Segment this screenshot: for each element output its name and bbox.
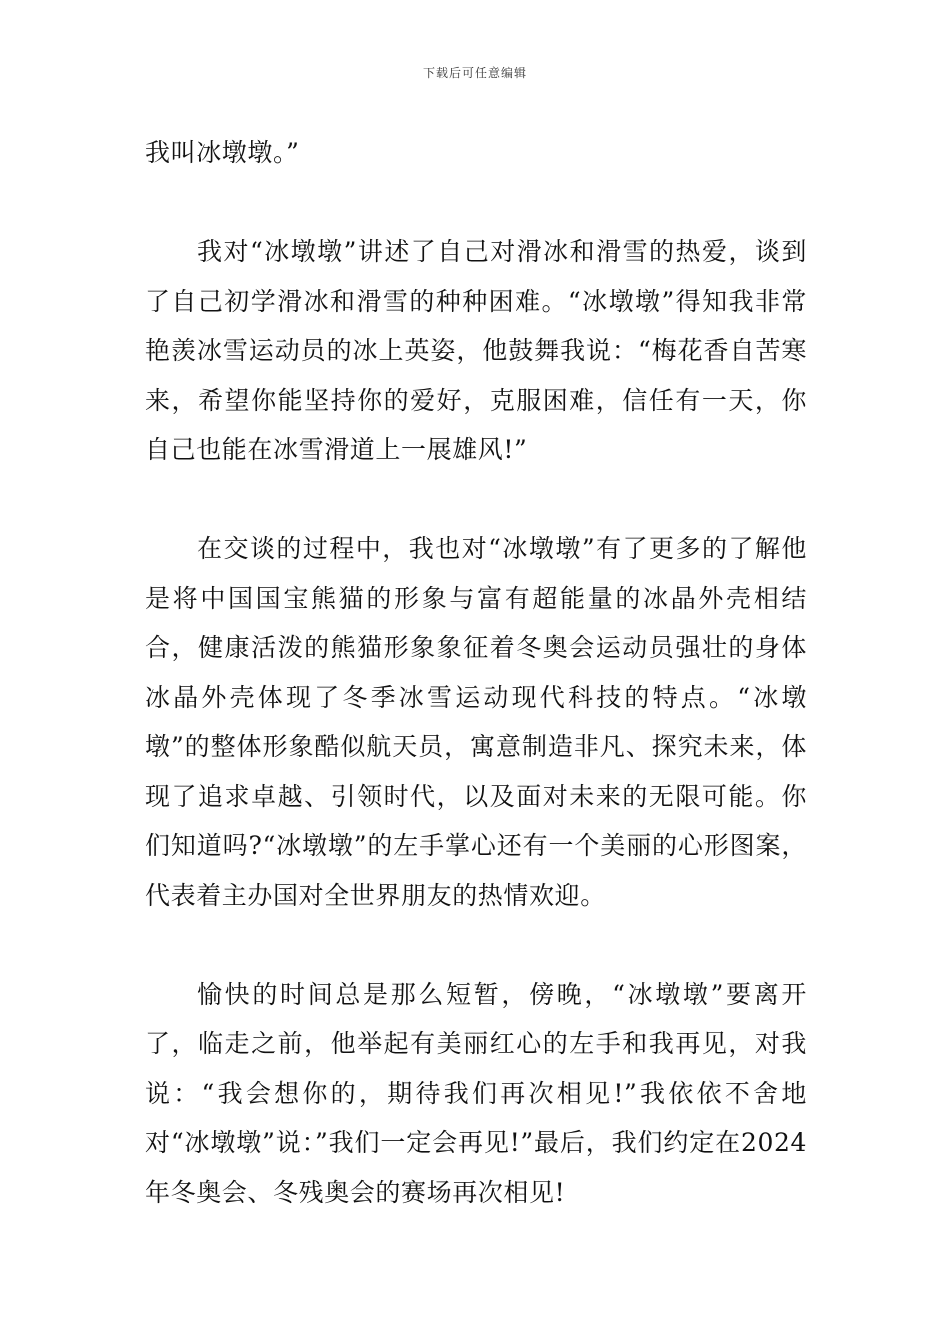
paragraph-2: 我对“冰墩墩”讲述了自己对滑冰和滑雪的热爱，谈到了自己初学滑冰和滑雪的种种困难。“冰墩墩”得知我非常艳羡冰雪运动员的冰上英姿，他鼓舞我说：“梅花香自苦寒来，希望你能坚持你的爱好，克服困难，信任有一天，你自己也能在冰雪滑道上一展雄风!”	[145, 237, 807, 464]
paragraph-gap	[145, 178, 807, 228]
paragraph-gap	[145, 920, 807, 970]
document-body	[145, 128, 807, 1217]
paragraph-4: 愉快的时间总是那么短暂，傍晚，“冰墩墩”要离开了，临走之前，他举起有美丽红心的左手和我再见，对我说：“我会想你的，期待我们再次相见!”我依依不舍地对“冰墩墩”说：”我们一定会再见!”最后，我们约定在2024年冬奥会、冬残奥会的赛场再次相见!	[145, 979, 807, 1207]
paragraph-3: 在交谈的过程中，我也对“冰墩墩”有了更多的了解他是将中国国宝熊猫的形象与富有超能量的冰晶外壳相结合，健康活泼的熊猫形象象征着冬奥会运动员强壮的身体冰晶外壳体现了冬季冰雪运动现代科技的特点。“冰墩墩”的整体形象酷似航天员，寓意制造非凡、探究未来，体现了追求卓越、引领时代，以及面对未来的无限可能。你们知道吗?“冰墩墩”的左手掌心还有一个美丽的心形图案，代表着主办国对全世界朋友的热情欢迎。	[145, 534, 807, 910]
page-header-note: 下载后可任意编辑	[422, 66, 527, 80]
paragraph-1: 我叫冰墩墩。”	[145, 138, 300, 167]
paragraph-gap	[145, 475, 807, 525]
